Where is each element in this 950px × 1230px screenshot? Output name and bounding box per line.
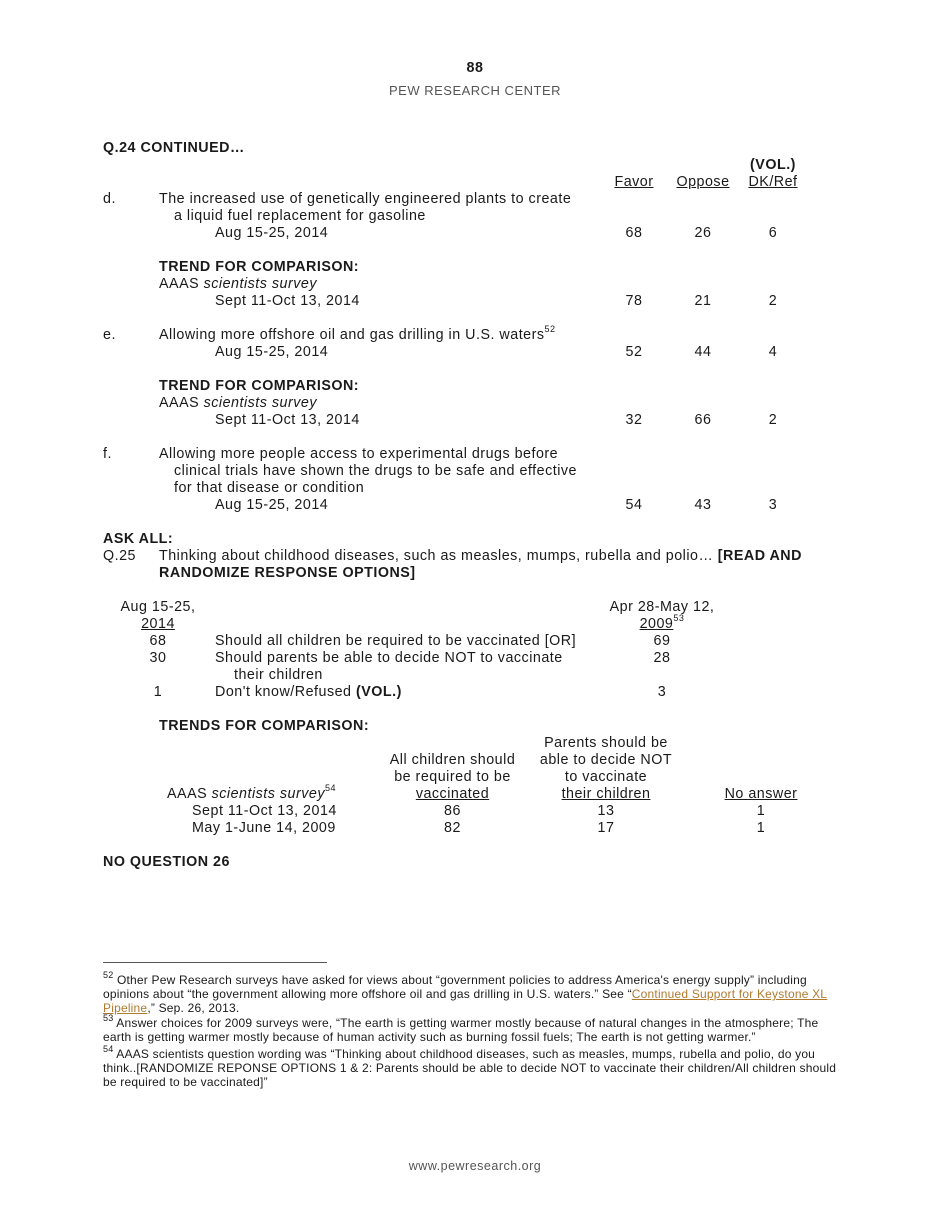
trends-heading: TRENDS FOR COMPARISON: — [159, 718, 370, 734]
item-d-trend-heading: TREND FOR COMPARISON: — [159, 259, 360, 275]
trend-colc-header: No answer — [724, 786, 798, 802]
item-e-trend-oppose: 66 — [694, 412, 712, 428]
ask-all-label: ASK ALL: — [103, 531, 174, 547]
q25-row2-2009: 28 — [653, 650, 671, 666]
item-e-letter: e. — [103, 327, 116, 343]
trend-row2-c: 1 — [756, 820, 766, 836]
item-e-trend-heading: TREND FOR COMPARISON: — [159, 378, 360, 394]
q25-row2-label: Should parents be able to decide NOT to vaccinate — [215, 650, 563, 666]
item-f-dkref: 3 — [768, 497, 778, 513]
footnote-54: $^{54}$ AAAS scientists question wording was “Thinking about childhood diseases, such as measles, mumps, rubella and polio, do you think..[RANDOMIZE REPONSE OPTIONS 1 & 2: Parents should be able to decide NOT to vaccinate their children/All children should be required to be vaccinated]” — [103, 1044, 837, 1090]
q25-question: Thinking about childhood diseases, such as measles, mumps, rubella and polio… [READ AND — [159, 548, 802, 564]
footer-url[interactable]: www.pewresearch.org — [408, 1159, 542, 1173]
item-d-trend-dkref: 2 — [768, 293, 778, 309]
vol-header: (VOL.) — [750, 157, 796, 173]
trend-colb-line3: to vaccinate — [564, 769, 648, 785]
trend-row1-a: 86 — [444, 803, 461, 819]
trend-row1-date: Sept 11-Oct 13, 2014 — [192, 803, 337, 819]
item-d-trend-source: AAAS scientists survey — [159, 276, 317, 292]
trend-colb-line4: their children — [561, 786, 651, 802]
item-f-text: Allowing more people access to experimental drugs before — [159, 446, 559, 462]
item-d-trend-date: Sept 11-Oct 13, 2014 — [215, 293, 360, 309]
q25-col2009-year: 2009$^{53}$ — [639, 613, 685, 632]
footnote-ref-54[interactable]: 54 — [325, 783, 337, 794]
q24-title: Q.24 CONTINUED… — [103, 140, 245, 156]
org-name: PEW RESEARCH CENTER — [388, 83, 562, 98]
footnote-ref-52[interactable]: 52 — [544, 324, 556, 335]
q25-row2-label-cont: their children — [234, 667, 323, 683]
item-d-trend-oppose: 21 — [694, 293, 712, 309]
footnote-52: $^{52}$ Other Pew Research surveys have asked for views about “government policies to address America's energy supply” including opinions about “the government allowing more offshore oil and gas drilling in U.S. waters.” See “Continued Support for Keystone XL Pipeline,” Sep. 26, 2013. — [103, 970, 828, 1016]
item-f-oppose: 43 — [694, 497, 712, 513]
favor-header: Favor — [614, 174, 654, 190]
q25-row1-2014: 68 — [149, 633, 167, 649]
item-f-favor: 54 — [625, 497, 643, 513]
q25-col2014-header: Aug 15-25, — [120, 599, 196, 615]
footnote-divider — [103, 962, 327, 963]
q25-row3-2014: 1 — [153, 684, 163, 700]
trend-colb-line1: Parents should be — [544, 735, 668, 751]
trend-cola-line1: All children should — [389, 752, 516, 768]
q25-row1-label: Should all children be required to be vaccinated [OR] — [215, 633, 577, 649]
item-d-text: The increased use of genetically engineered plants to create — [159, 191, 572, 207]
trend-colb-line2: able to decide NOT — [539, 752, 673, 768]
footnote-ref-53[interactable]: 53 — [673, 613, 685, 624]
q25-col2009-header: Apr 28-May 12, — [609, 599, 715, 615]
q25-instruction: RANDOMIZE RESPONSE OPTIONS] — [159, 565, 416, 581]
keystone-link[interactable]: Continued Support for Keystone XL Pipeline — [103, 987, 828, 1016]
trend-cola-line2: be required to be — [394, 769, 511, 785]
item-d-oppose: 26 — [694, 225, 712, 241]
trend-row1-c: 1 — [756, 803, 766, 819]
trend-cola-line3: vaccinated — [415, 786, 490, 802]
item-d-date: Aug 15-25, 2014 — [215, 225, 329, 241]
item-e-trend-favor: 32 — [625, 412, 643, 428]
item-d-favor: 68 — [625, 225, 643, 241]
oppose-header: Oppose — [676, 174, 730, 190]
q25-row1-2009: 69 — [653, 633, 671, 649]
dkref-header: DK/Ref — [748, 174, 798, 190]
item-d-letter: d. — [103, 191, 116, 207]
item-e-text: Allowing more offshore oil and gas drilling in U.S. waters$^{52}$ — [159, 324, 556, 343]
trend-row2-date: May 1-June 14, 2009 — [192, 820, 336, 836]
item-d-trend-favor: 78 — [625, 293, 643, 309]
footnote-53: $^{53}$ Answer choices for 2009 surveys were, “The earth is getting warmer mostly because of natural changes in the atmosphere; The earth is getting warmer mostly because of human activity such as burning fossil fuels; The earth is not getting warmer.” — [103, 1013, 819, 1045]
item-e-dkref: 4 — [768, 344, 778, 360]
q25-row2-2014: 30 — [149, 650, 167, 666]
q25-row3-2009: 3 — [657, 684, 667, 700]
item-f-text-cont-2: for that disease or condition — [174, 480, 365, 496]
page-number: 88 — [466, 60, 484, 76]
q25-col2014-year: 2014 — [141, 616, 175, 632]
no-question-26: NO QUESTION 26 — [103, 854, 230, 870]
trend-row2-b: 17 — [597, 820, 615, 836]
item-f-date: Aug 15-25, 2014 — [215, 497, 329, 513]
item-d-text-cont: a liquid fuel replacement for gasoline — [174, 208, 426, 224]
item-f-letter: f. — [103, 446, 112, 462]
item-e-trend-date: Sept 11-Oct 13, 2014 — [215, 412, 360, 428]
q25-number: Q.25 — [103, 548, 136, 564]
trend-row2-a: 82 — [444, 820, 461, 836]
item-e-trend-source: AAAS scientists survey — [159, 395, 317, 411]
item-f-text-cont-1: clinical trials have shown the drugs to be safe and effective — [174, 463, 577, 479]
trend-row1-b: 13 — [597, 803, 615, 819]
q25-row3-label: Don't know/Refused (VOL.) — [215, 684, 402, 700]
item-e-favor: 52 — [625, 344, 643, 360]
item-e-date: Aug 15-25, 2014 — [215, 344, 329, 360]
trend-source: AAAS scientists survey$^{54}$ — [167, 783, 337, 802]
item-e-trend-dkref: 2 — [768, 412, 778, 428]
item-d-dkref: 6 — [768, 225, 778, 241]
item-e-oppose: 44 — [694, 344, 712, 360]
